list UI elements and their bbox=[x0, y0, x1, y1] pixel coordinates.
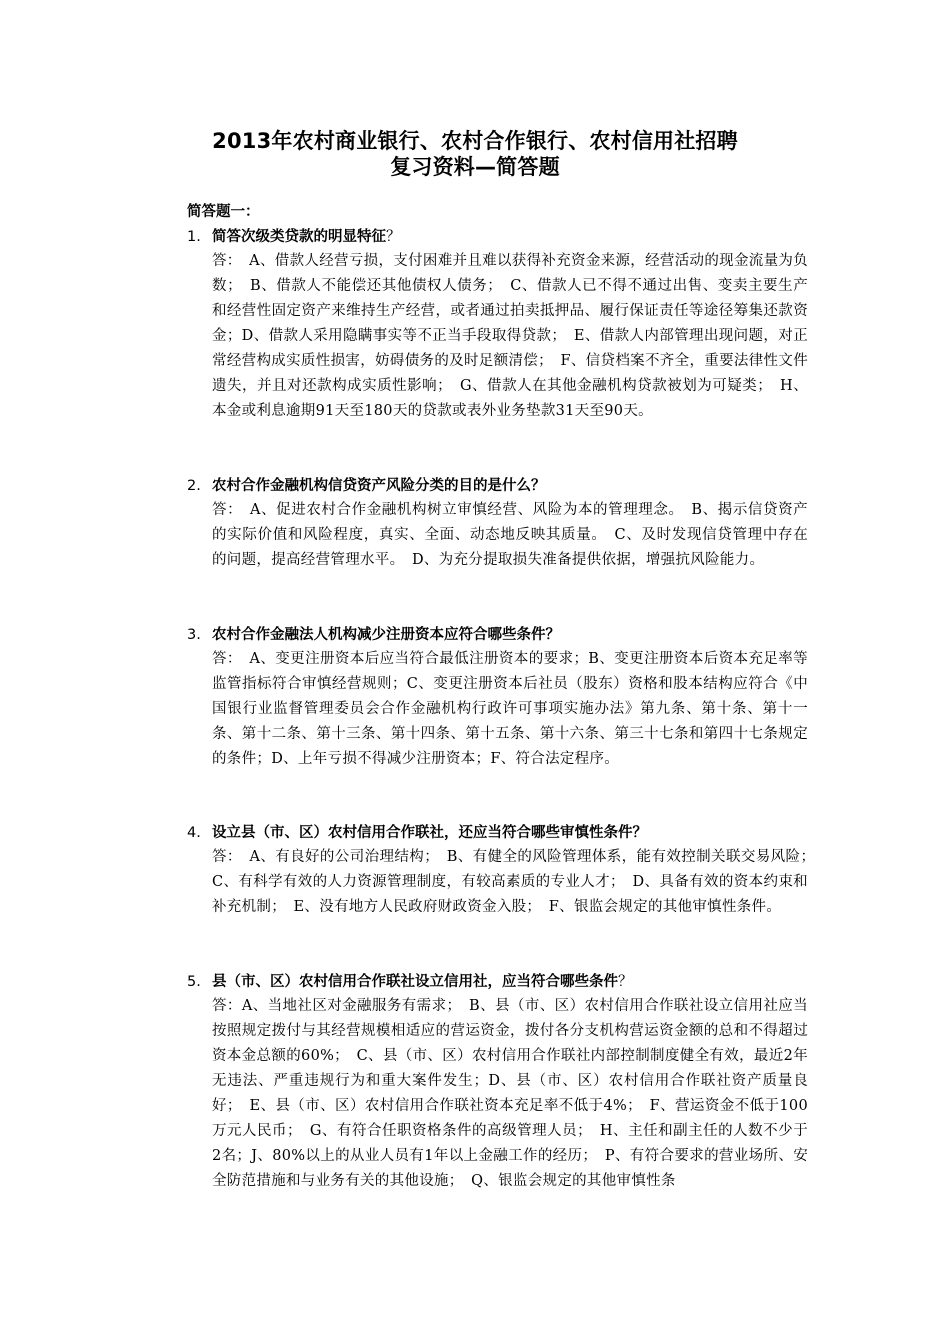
question-1-title bbox=[212, 227, 401, 247]
question-5-title-tail: ？ bbox=[618, 974, 633, 990]
question-2-number: 2. bbox=[187, 478, 201, 494]
question-2-title: 农村合作金融机构信贷资产风险分类的目的是什么？ bbox=[212, 478, 546, 494]
question-1-title-tail: ？ bbox=[386, 229, 401, 245]
document-title-line1: 2013年农村商业银行、农村合作银行、农村信用社招聘 bbox=[212, 129, 738, 153]
question-4-title: 设立县（市、区）农村信用合作联社，还应当符合哪些审慎性条件？ bbox=[212, 825, 647, 841]
question-1-answer: 答： A、借款人经营亏损，支付困难并且难以获得补充资金来源，经营活动的现金流量为负数； B、借款人不能偿还其他债权人债务； C、借款人已不得不通过出售、变卖主要生产和经营性固定资产来维持生产经营，或者通过拍卖抵押品、履行保证责任等途径筹集还款资金；D、借款人采用隐瞒事实等不正当手段取得贷款； E、借款人内部管理出现问题，对正常经营构成实质性损害，妨碍债务的及时足额清偿； F、信贷档案不齐全，重要法律性文件遗失，并且对还款构成实质性影响； G、借款人在其他金融机构贷款被划为可疑类； H、本金或利息逾期91天至180天的贷款或表外业务垫款31天至90天。 bbox=[212, 253, 808, 419]
question-5-title bbox=[212, 972, 633, 992]
document-title-line2: 复习资料—简答题 bbox=[390, 155, 560, 179]
question-5-title-text: 县（市、区）农村信用合作联社设立信用社，应当符合哪些条件 bbox=[212, 974, 618, 990]
question-3-number: 3. bbox=[187, 627, 201, 643]
question-1-number: 1. bbox=[187, 229, 201, 245]
question-3-title: 农村合作金融法人机构减少注册资本应符合哪些条件？ bbox=[212, 627, 560, 643]
question-4-number: 4. bbox=[187, 825, 201, 841]
section-heading: 简答题一： bbox=[187, 204, 260, 220]
question-3-answer: 答： A、变更注册资本后应当符合最低注册资本的要求；B、变更注册资本后资本充足率等监管指标符合审慎经营规则；C、变更注册资本后社员（股东）资格和股本结构应符合《中国银行业监督管理委员会合作金融机构行政许可事项实施办法》第九条、第十条、第十一条、第十二条、第十三条、第十四条、第十五条、第十六条、第三十七条和第四十七条规定的条件；D、上年亏损不得减少注册资本；F、符合法定程序。 bbox=[212, 651, 808, 767]
question-1-title-text: 简答次级类贷款的明显特征 bbox=[212, 229, 386, 245]
question-5-number: 5. bbox=[187, 974, 201, 990]
question-5-answer: 答：A、当地社区对金融服务有需求； B、县（市、区）农村信用合作联社设立信用社应当按照规定拨付与其经营规模相适应的营运资金，拨付各分支机构营运资金额的总和不得超过资本金总额的60%； C、县（市、区）农村信用合作联社内部控制制度健全有效，最近2年无违法、严重违规行为和重大案件发生；D、县（市、区）农村信用合作联社资产质量良好； E、县（市、区）农村信用合作联社资本充足率不低于4%； F、营运资金不低于100万元人民币； G、有符合任职资格条件的高级管理人员； H、主任和副主任的人数不少于2名；J、80%以上的从业人员有1年以上金融工作的经历； P、有符合要求的营业场所、安全防范措施和与业务有关的其他设施； Q、银监会规定的其他审慎性条 bbox=[212, 998, 808, 1189]
question-4-answer: 答： A、有良好的公司治理结构； B、有健全的风险管理体系，能有效控制关联交易风险； C、有科学有效的人力资源管理制度，有较高素质的专业人才； D、具备有效的资本约束和补充机制； E、没有地方人民政府财政资金入股； F、银监会规定的其他审慎性条件。 bbox=[212, 849, 823, 915]
question-2-answer: 答： A、促进农村合作金融机构树立审慎经营、风险为本的管理理念。 B、揭示信贷资产的实际价值和风险程度，真实、全面、动态地反映其质量。 C、及时发现信贷管理中存在的问题，提高经营管理水平。 D、为充分提取损失准备提供依据，增强抗风险能力。 bbox=[212, 502, 808, 568]
